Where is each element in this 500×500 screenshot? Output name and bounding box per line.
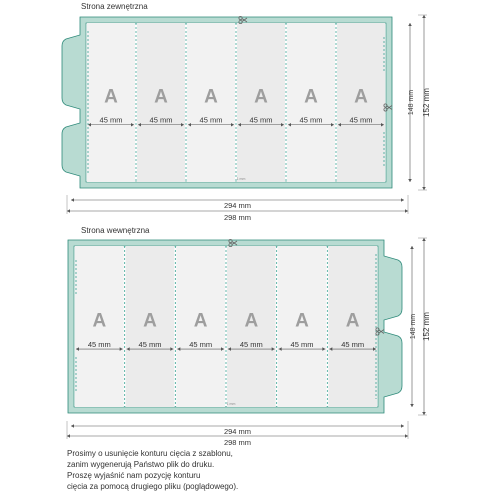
inner-dim-label: 1 mm <box>226 402 236 406</box>
segment-letter: A <box>244 310 259 332</box>
segment-letter: A <box>354 86 368 108</box>
outer-width-label: 298 mm <box>223 213 252 222</box>
segment-letter: A <box>254 86 268 108</box>
small-height-arrow-head <box>410 404 414 407</box>
outer-side-template <box>62 2 431 222</box>
segment-dim-label: 45 mm <box>341 339 365 349</box>
outer-width-arrow-head <box>405 434 408 438</box>
cut-contour-note <box>67 448 367 492</box>
segment-dim-label: 45 mm <box>189 339 213 349</box>
outer-width-arrow-head <box>67 209 70 213</box>
segment-letter: A <box>104 86 118 108</box>
note-line: zanim wygenerują Państwo plik do druku. <box>67 460 215 469</box>
small-width-arrow-head <box>71 198 74 202</box>
note-line: Proszę wyjaśnić nam pozycję konturu <box>67 471 201 480</box>
segment-dim-label: 45 mm <box>290 339 314 349</box>
note-line: cięcia za pomocą drugiego pliku (poglądowego). <box>67 482 239 491</box>
segment-letter: A <box>304 86 318 108</box>
small-height-label: 148 mm <box>410 313 417 340</box>
inner-side-template <box>67 226 431 447</box>
segment-letter: A <box>193 310 208 332</box>
segment-letter: A <box>204 86 218 108</box>
outer-height-arrow-head <box>422 412 426 415</box>
outer-height-arrow-head <box>422 187 426 190</box>
segment-letter: A <box>154 86 168 108</box>
small-width-arrow-head <box>401 424 404 428</box>
small-height-arrow-head <box>410 246 414 249</box>
outer-height-label: 152 mm <box>422 88 431 117</box>
small-height-label: 148 mm <box>408 89 415 116</box>
segment-letter: A <box>92 310 107 332</box>
segment-dim-label: 45 mm <box>349 115 373 125</box>
small-width-arrow-head <box>401 198 404 202</box>
outer-height-arrow-head <box>422 238 426 241</box>
segment-dim-label: 45 mm <box>87 339 111 349</box>
segment-dim-label: 45 mm <box>299 115 323 125</box>
small-width-label: 294 mm <box>223 201 252 210</box>
segment-dim-label: 45 mm <box>199 115 223 125</box>
segment-dim-label: 45 mm <box>239 339 263 349</box>
segment-letter: A <box>295 310 309 332</box>
note-line: Prosimy o usunięcie konturu cięcia z szablonu, <box>67 449 233 458</box>
segment-letter: A <box>143 310 157 332</box>
template-title: Strona zewnętrzna <box>81 2 148 11</box>
small-height-arrow-head <box>408 23 412 26</box>
template-title: Strona wewnętrzna <box>81 226 150 235</box>
segment-letter: A <box>345 310 360 332</box>
small-width-label: 294 mm <box>223 427 252 436</box>
segment-dim-label: 45 mm <box>149 115 173 125</box>
outer-width-label: 298 mm <box>223 438 252 447</box>
segment-dim-label: 45 mm <box>99 115 123 125</box>
outer-height-arrow-head <box>422 15 426 18</box>
outer-width-arrow-head <box>67 434 70 438</box>
small-height-arrow-head <box>408 179 412 182</box>
inner-dim-label: 1 mm <box>236 177 246 181</box>
segment-dim-label: 45 mm <box>249 115 273 125</box>
small-width-arrow-head <box>71 424 74 428</box>
segment-dim-label: 45 mm <box>138 339 162 349</box>
outer-width-arrow-head <box>405 209 408 213</box>
outer-height-label: 152 mm <box>422 312 431 341</box>
